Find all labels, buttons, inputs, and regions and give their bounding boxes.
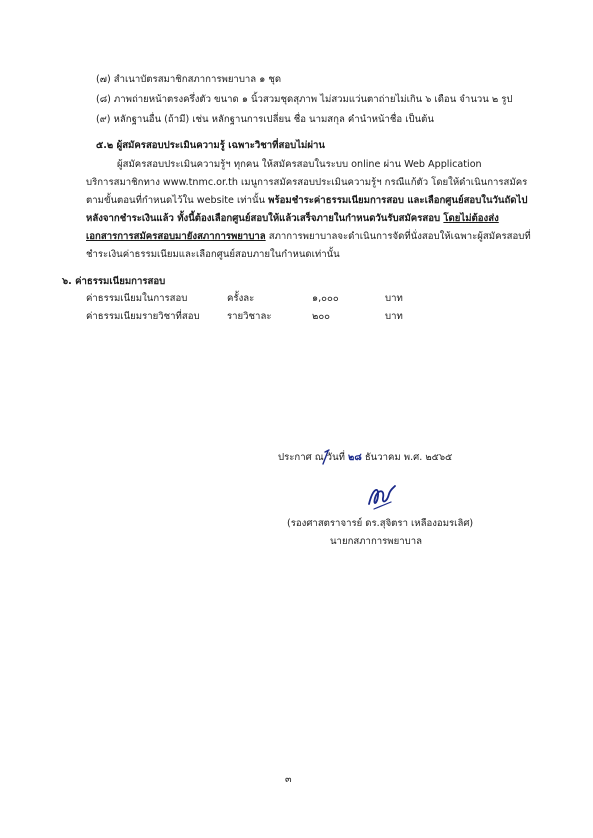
section-52-line-5	[86, 230, 531, 243]
fee-unit: ครั้งละ	[227, 293, 255, 304]
signatory-name: (รองศาสตราจารย์ ดร.สุจิตรา เหลืองอมรเลิศ)	[287, 518, 474, 529]
doc-item-8: (๘) ภาพถ่ายหน้าตรงครึ่งตัว ขนาด ๑ นิ้วสวมชุดสุภาพ ไม่สวมแว่นตาถ่ายไม่เกิน ๖ เดือน จำนวน ๒ รูป	[96, 94, 513, 105]
section-52-line-3	[86, 194, 527, 207]
signatory-title: นายกสภาการพยาบาล	[330, 536, 422, 547]
section-52-line-4-underline: โดยไม่ต้องส่ง	[443, 213, 499, 224]
fee-amount: ๒๐๐	[312, 311, 331, 322]
fee-amount: ๑,๐๐๐	[312, 293, 339, 304]
fee-label: ค่าธรรมเนียมในการสอบ	[86, 293, 188, 304]
fee-currency: บาท	[385, 311, 403, 322]
page-number: ๓	[285, 774, 292, 785]
doc-item-9: (๙) หลักฐานอื่น (ถ้ามี) เช่น หลักฐานการเปลี่ยน ชื่อ นามสกุล คำนำหน้าชื่อ เป็นต้น	[96, 114, 434, 125]
section-52-line-4-bold: หลังจากชำระเงินแล้ว ทั้งนี้ต้องเลือกศูนย์สอบให้แล้วเสร็จภายในกำหนดวันรับสมัครสอบ	[86, 213, 444, 224]
fee-currency: บาท	[385, 293, 403, 304]
date-suffix: ธันวาคม พ.ศ. ๒๕๖๕	[364, 452, 453, 463]
handwritten-mark-icon	[322, 449, 330, 465]
date-day: ๒๘	[348, 452, 362, 463]
doc-item-7: (๗) สำเนาบัตรสมาชิกสภาการพยาบาล ๑ ชุด	[96, 74, 282, 85]
section-6-heading: ๖. ค่าธรรมเนียมการสอบ	[62, 276, 166, 287]
fee-label: ค่าธรรมเนียมรายวิชาที่สอบ	[86, 311, 200, 322]
announcement-date	[278, 451, 452, 464]
section-52-line-5-underline: เอกสารการสมัครสอบมายังสภาการพยาบาล	[86, 231, 266, 242]
section-52-line-1: ผู้สมัครสอบประเมินความรู้ฯ ทุกคน ให้สมัครสอบในระบบ online ผ่าน Web Application	[117, 159, 482, 170]
signature-icon	[365, 482, 399, 512]
section-52-line-4	[86, 212, 499, 225]
section-52-line-5-normal: สภาการพยาบาลจะดำเนินการจัดที่นั่งสอบให้เฉพาะผู้สมัครสอบที่	[265, 231, 531, 242]
section-52-line-3-bold: พร้อมชำระค่าธรรมเนียมการสอบ และเลือกศูนย์สอบในวันถัดไป	[268, 195, 528, 206]
section-52-line-6: ชำระเงินค่าธรรมเนียมและเลือกศูนย์สอบภายในกำหนดเท่านั้น	[86, 249, 340, 260]
fee-unit: รายวิชาละ	[227, 311, 272, 322]
date-prefix: ประกาศ ณ วันที่	[278, 452, 345, 463]
section-52-line-3-normal: ตามขั้นตอนที่กำหนดไว้ใน website เท่านั้น	[86, 195, 269, 206]
section-52-heading: ๕.๒ ผู้สมัครสอบประเมินความรู้ เฉพาะวิชาที่สอบไม่ผ่าน	[96, 140, 325, 151]
section-52-line-2: บริการสมาชิกทาง www.tnmc.or.th เมนูการสมัครสอบประเมินความรู้ฯ กรณีแก้ตัว โดยให้ดำเนินการสมัคร	[86, 177, 528, 188]
